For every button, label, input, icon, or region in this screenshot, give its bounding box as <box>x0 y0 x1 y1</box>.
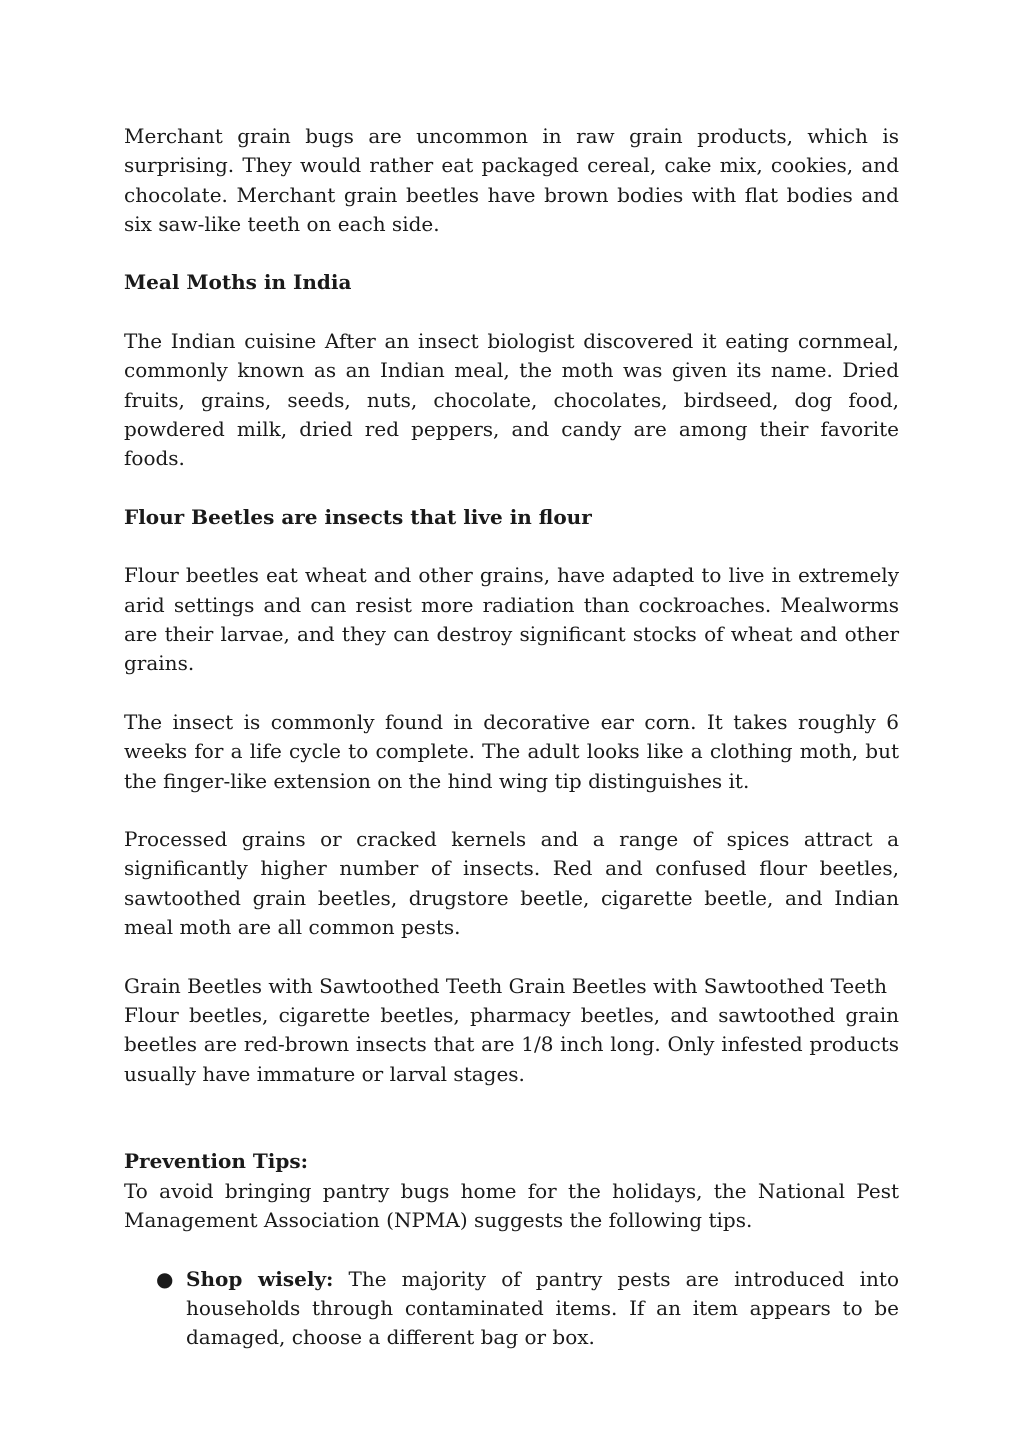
paragraph-indian-meal-moth: The Indian cuisine After an insect biologist discovered it eating cornmeal, commonly known as an Indian meal, the moth was given its name. Dried fruits, grains, seeds, nuts, chocolate, chocolates, birdseed, dog food, powdered milk, dried red peppers, and candy are among their favorite foods. <box>124 329 899 471</box>
list-item-shop-wisely <box>156 1265 899 1353</box>
heading-prevention-tips: Prevention Tips: <box>124 1149 308 1174</box>
heading-flour-beetles: Flour Beetles are insects that live in flour <box>124 504 592 529</box>
document-body <box>124 122 899 1352</box>
paragraph-sawtoothed-heading-line: Grain Beetles with Sawtoothed Teeth Grain Beetles with Sawtoothed Teeth <box>124 973 887 998</box>
paragraph-sawtoothed-beetles: Flour beetles, cigarette beetles, pharmacy beetles, and sawtoothed grain beetles are red-brown insects that are 1/8 inch long. Only infested products usually have immature or larval stages. <box>124 1002 899 1086</box>
paragraph-flour-beetles: Flour beetles eat wheat and other grains, have adapted to live in extremely arid settings and can resist more radiation than cockroaches. Mealworms are their larvae, and they can destroy significant stocks of wheat and other grains. <box>124 563 899 676</box>
paragraph-npma-intro: To avoid bringing pantry bugs home for the holidays, the National Pest Management Association (NPMA) suggests the following tips. <box>124 1178 899 1232</box>
paragraph-ear-corn-insect: The insect is commonly found in decorative ear corn. It takes roughly 6 weeks for a life cycle to complete. The adult looks like a clothing moth, but the finger-like extension on the hind wing tip distinguishes it. <box>124 709 899 793</box>
tip-text: The majority of pantry pests are introduced into households through contaminated items. If an item appears to be damaged, choose a different bag or box. <box>186 1266 899 1350</box>
prevention-tips-list <box>124 1265 899 1353</box>
bullet-icon: ● <box>156 1266 174 1291</box>
paragraph-merchant-grain-bugs: Merchant grain bugs are uncommon in raw grain products, which is surprising. They would rather eat packaged cereal, cake mix, cookies, and chocolate. Merchant grain beetles have brown bodies with flat bodies and six saw-like teeth on each side. <box>124 124 899 236</box>
paragraph-processed-grains: Processed grains or cracked kernels and a range of spices attract a significantly higher number of insects. Red and confused flour beetles, sawtoothed grain beetles, drugstore beetle, cigarette beetle, and Indian meal moth are all common pests. <box>124 827 899 940</box>
heading-meal-moths: Meal Moths in India <box>124 270 352 295</box>
tip-title: Shop wisely: <box>186 1266 334 1291</box>
